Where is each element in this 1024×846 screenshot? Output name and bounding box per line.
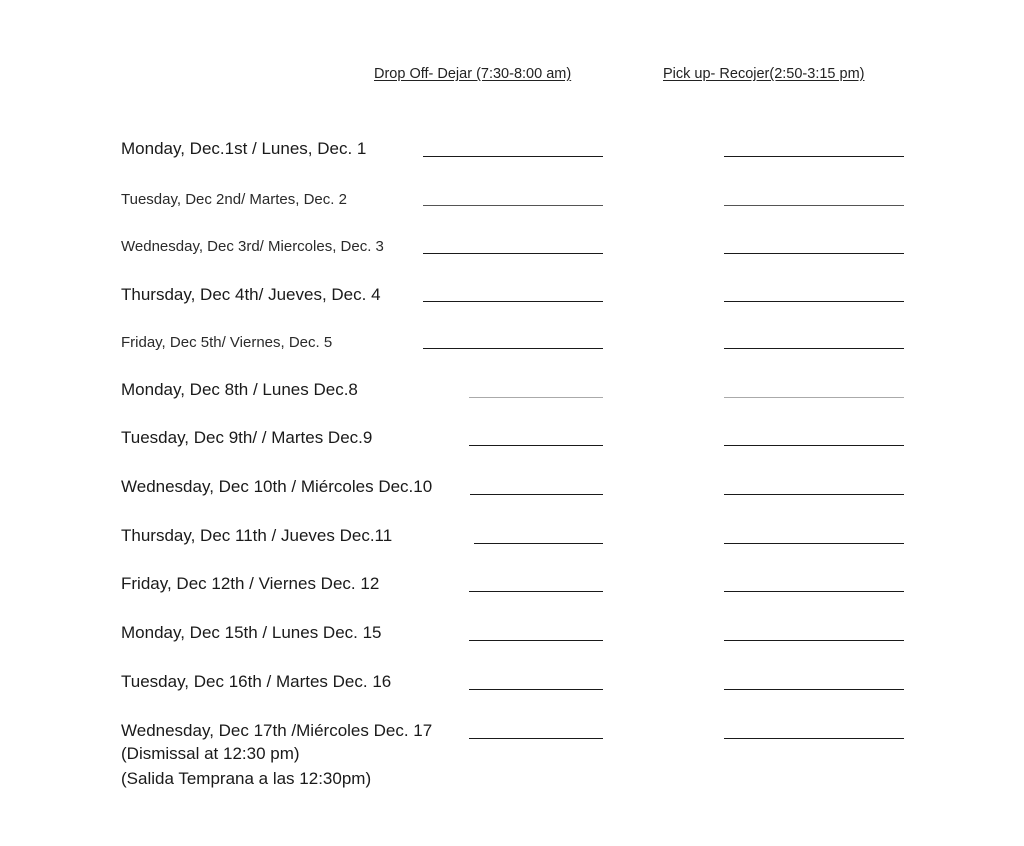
date-label: Thursday, Dec 11th / Jueves Dec.11 bbox=[121, 526, 393, 545]
pick-up-signature-line[interactable] bbox=[724, 445, 904, 446]
pick-up-signature-line[interactable] bbox=[724, 348, 904, 349]
schedule-row bbox=[0, 428, 1024, 468]
drop-off-signature-line[interactable] bbox=[423, 205, 603, 206]
date-label: Wednesday, Dec 10th / Miércoles Dec.10 bbox=[121, 477, 433, 496]
drop-off-signature-line[interactable] bbox=[423, 156, 603, 157]
date-label: Wednesday, Dec 17th /Miércoles Dec. 17 bbox=[121, 721, 433, 740]
date-label: Monday, Dec 15th / Lunes Dec. 15 bbox=[121, 623, 382, 642]
pick-up-signature-line[interactable] bbox=[724, 591, 904, 592]
schedule-row bbox=[0, 672, 1024, 712]
pick-up-signature-line[interactable] bbox=[724, 397, 904, 398]
drop-off-signature-line[interactable] bbox=[469, 689, 603, 690]
pick-up-signature-line[interactable] bbox=[724, 738, 904, 739]
drop-off-signature-line[interactable] bbox=[469, 640, 603, 641]
drop-off-signature-line[interactable] bbox=[474, 543, 603, 544]
schedule-row bbox=[0, 237, 1024, 277]
date-label: Friday, Dec 12th / Viernes Dec. 12 bbox=[121, 574, 380, 593]
schedule-row bbox=[0, 333, 1024, 373]
drop-off-signature-line[interactable] bbox=[470, 494, 603, 495]
drop-off-signature-line[interactable] bbox=[423, 301, 603, 302]
date-label: Monday, Dec 8th / Lunes Dec.8 bbox=[121, 380, 358, 399]
date-label: Tuesday, Dec 16th / Martes Dec. 16 bbox=[121, 672, 392, 691]
schedule-row bbox=[0, 623, 1024, 663]
schedule-row bbox=[0, 574, 1024, 614]
drop-off-signature-line[interactable] bbox=[469, 738, 603, 739]
drop-off-signature-line[interactable] bbox=[469, 591, 603, 592]
pick-up-signature-line[interactable] bbox=[724, 156, 904, 157]
date-label: Monday, Dec.1st / Lunes, Dec. 1 bbox=[121, 139, 367, 158]
drop-off-signature-line[interactable] bbox=[423, 253, 603, 254]
drop-off-signature-line[interactable] bbox=[423, 348, 603, 349]
date-label: Wednesday, Dec 3rd/ Miercoles, Dec. 3 bbox=[121, 238, 384, 255]
pick-up-column-header: Pick up- Recojer(2:50-3:15 pm) bbox=[663, 66, 865, 82]
schedule-row bbox=[0, 190, 1024, 230]
drop-off-column-header: Drop Off- Dejar (7:30-8:00 am) bbox=[374, 66, 572, 82]
schedule-row bbox=[0, 477, 1024, 517]
pick-up-signature-line[interactable] bbox=[724, 205, 904, 206]
pick-up-signature-line[interactable] bbox=[724, 543, 904, 544]
schedule-row bbox=[0, 526, 1024, 566]
pick-up-signature-line[interactable] bbox=[724, 301, 904, 302]
dismissal-note: (Dismissal at 12:30 pm) bbox=[121, 744, 300, 763]
date-label: Thursday, Dec 4th/ Jueves, Dec. 4 bbox=[121, 285, 381, 304]
schedule-row bbox=[0, 380, 1024, 420]
drop-off-signature-line[interactable] bbox=[469, 397, 603, 398]
pick-up-signature-line[interactable] bbox=[724, 689, 904, 690]
pick-up-signature-line[interactable] bbox=[724, 640, 904, 641]
date-label: Tuesday, Dec 9th/ / Martes Dec.9 bbox=[121, 428, 373, 447]
pick-up-signature-line[interactable] bbox=[724, 494, 904, 495]
schedule-row bbox=[0, 285, 1024, 325]
early-dismissal-note-spanish: (Salida Temprana a las 12:30pm) bbox=[121, 769, 372, 788]
pick-up-signature-line[interactable] bbox=[724, 253, 904, 254]
date-label: Friday, Dec 5th/ Viernes, Dec. 5 bbox=[121, 334, 333, 351]
drop-off-signature-line[interactable] bbox=[469, 445, 603, 446]
date-label: Tuesday, Dec 2nd/ Martes, Dec. 2 bbox=[121, 191, 347, 208]
schedule-row bbox=[0, 139, 1024, 179]
